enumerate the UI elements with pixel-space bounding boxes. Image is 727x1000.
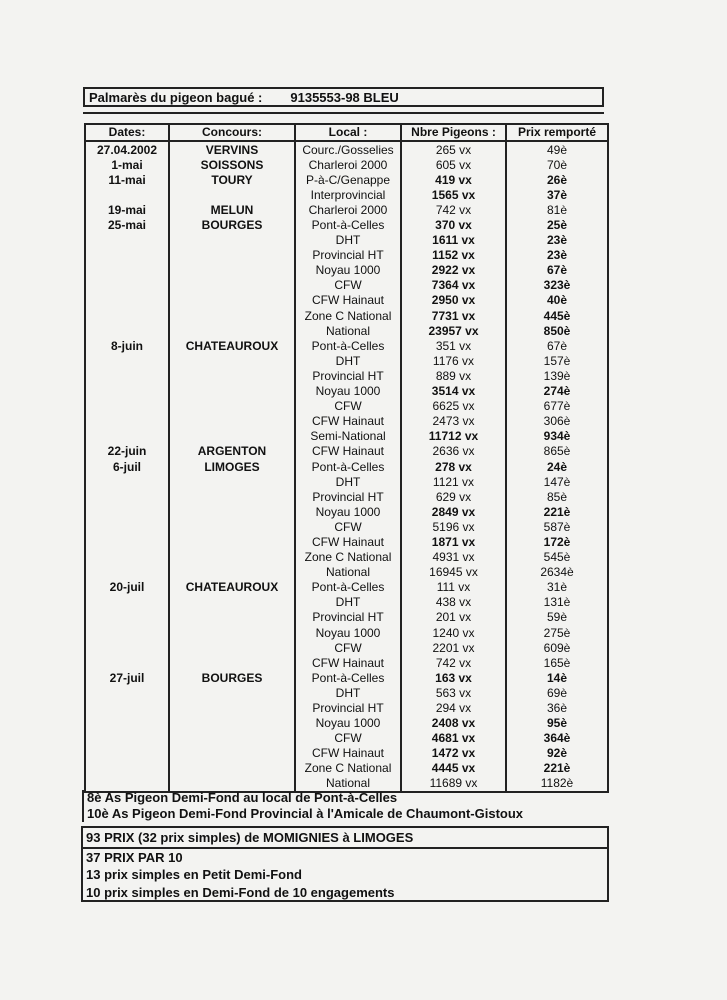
cell-pigeons: 2950 vx [401,293,506,308]
cell-prize: 23è [506,233,608,248]
cell-prize: 865è [506,444,608,459]
cell-contest [169,384,295,399]
title-divider [83,112,604,114]
cell-pigeons: 4445 vx [401,761,506,776]
cell-contest [169,233,295,248]
cell-prize: 70è [506,157,608,172]
cell-date [85,429,169,444]
cell-pigeons: 11712 vx [401,429,506,444]
cell-date [85,248,169,263]
cell-contest [169,716,295,731]
summary-line: 93 PRIX (32 prix simples) de MOMIGNIES à LIMOGES [86,830,414,845]
cell-local: Zone C National [295,761,401,776]
cell-pigeons: 1565 vx [401,187,506,202]
header-prize: Prix remporté [506,124,608,141]
header-local: Local : [295,124,401,141]
cell-date [85,655,169,670]
cell-prize: 25è [506,217,608,232]
table-row [85,157,608,172]
cell-prize: 323è [506,278,608,293]
cell-prize: 49è [506,141,608,157]
cell-local: Interprovincial [295,187,401,202]
cell-pigeons: 201 vx [401,610,506,625]
ring-number: 9135553-98 BLEU [290,90,399,105]
cell-local: CFW Hainaut [295,293,401,308]
cell-local: Zone C National [295,308,401,323]
cell-contest [169,534,295,549]
cell-contest [169,685,295,700]
cell-pigeons: 16945 vx [401,565,506,580]
table-row [85,610,608,625]
cell-contest: MELUN [169,202,295,217]
table-row [85,141,608,157]
table-row [85,625,608,640]
cell-local: National [295,565,401,580]
cell-local: Zone C National [295,550,401,565]
table-row [85,761,608,776]
cell-pigeons: 6625 vx [401,399,506,414]
cell-contest [169,368,295,383]
cell-date [85,595,169,610]
cell-local: CFW [295,519,401,534]
header-contest: Concours: [169,124,295,141]
cell-prize: 306è [506,414,608,429]
cell-pigeons: 1240 vx [401,625,506,640]
cell-pigeons: 742 vx [401,655,506,670]
cell-contest [169,655,295,670]
cell-pigeons: 419 vx [401,172,506,187]
cell-contest [169,323,295,338]
table-row [85,580,608,595]
cell-local: Pont-à-Celles [295,217,401,232]
cell-local: CFW [295,640,401,655]
cell-local: DHT [295,353,401,368]
cell-prize: 85è [506,489,608,504]
cell-date: 27-juil [85,670,169,685]
cell-pigeons: 2849 vx [401,504,506,519]
cell-local: Pont-à-Celles [295,338,401,353]
cell-prize: 36è [506,700,608,715]
cell-local: CFW Hainaut [295,655,401,670]
cell-date [85,293,169,308]
cell-pigeons: 370 vx [401,217,506,232]
cell-local: Pont-à-Celles [295,459,401,474]
cell-prize: 31è [506,580,608,595]
summary-box [81,826,609,902]
cell-prize: 677è [506,399,608,414]
summary-line: 10 prix simples en Demi-Fond de 10 engagements [86,884,395,900]
table-row [85,263,608,278]
cell-date [85,550,169,565]
cell-prize: 26è [506,172,608,187]
cell-prize: 364è [506,731,608,746]
cell-contest: CHATEAUROUX [169,338,295,353]
cell-contest [169,474,295,489]
cell-prize: 172è [506,534,608,549]
cell-prize: 850è [506,323,608,338]
cell-contest [169,414,295,429]
notes [82,790,567,822]
cell-pigeons: 1611 vx [401,233,506,248]
cell-local: Noyau 1000 [295,504,401,519]
table-row [85,399,608,414]
cell-date [85,399,169,414]
cell-pigeons: 1871 vx [401,534,506,549]
cell-local: CFW Hainaut [295,746,401,761]
table-row [85,640,608,655]
table-row [85,731,608,746]
cell-local: Noyau 1000 [295,384,401,399]
summary-line: 13 prix simples en Petit Demi-Fond [86,867,302,883]
cell-prize: 157è [506,353,608,368]
table-row [85,519,608,534]
table-row [85,474,608,489]
cell-pigeons: 11689 vx [401,776,506,792]
table-row [85,248,608,263]
table-row [85,595,608,610]
cell-prize: 131è [506,595,608,610]
cell-pigeons: 1121 vx [401,474,506,489]
cell-date [85,263,169,278]
cell-date [85,504,169,519]
table-row [85,444,608,459]
cell-date [85,308,169,323]
cell-pigeons: 2201 vx [401,640,506,655]
table-row [85,670,608,685]
cell-pigeons: 2473 vx [401,414,506,429]
cell-date [85,474,169,489]
cell-pigeons: 163 vx [401,670,506,685]
cell-local: Noyau 1000 [295,263,401,278]
cell-pigeons: 4681 vx [401,731,506,746]
cell-pigeons: 2408 vx [401,716,506,731]
cell-date: 6-juil [85,459,169,474]
cell-local: DHT [295,233,401,248]
cell-prize: 221è [506,504,608,519]
cell-date [85,640,169,655]
cell-local: Provincial HT [295,700,401,715]
cell-contest [169,248,295,263]
table-row [85,217,608,232]
cell-contest [169,187,295,202]
cell-contest [169,625,295,640]
cell-contest [169,278,295,293]
cell-contest: SOISSONS [169,157,295,172]
cell-pigeons: 1472 vx [401,746,506,761]
cell-prize: 95è [506,716,608,731]
cell-date [85,534,169,549]
cell-local: CFW Hainaut [295,444,401,459]
cell-local: Provincial HT [295,248,401,263]
cell-pigeons: 4931 vx [401,550,506,565]
cell-pigeons: 278 vx [401,459,506,474]
table-row [85,489,608,504]
table-row [85,308,608,323]
cell-contest [169,308,295,323]
cell-prize: 67è [506,338,608,353]
cell-date [85,610,169,625]
table-row [85,565,608,580]
cell-contest [169,595,295,610]
cell-date: 22-juin [85,444,169,459]
table-row [85,655,608,670]
table-row [85,293,608,308]
cell-date [85,368,169,383]
cell-date [85,700,169,715]
cell-pigeons: 2636 vx [401,444,506,459]
cell-prize: 545è [506,550,608,565]
table-row [85,368,608,383]
cell-date: 25-mai [85,217,169,232]
cell-date [85,414,169,429]
table-row [85,504,608,519]
cell-local: Semi-National [295,429,401,444]
cell-contest [169,353,295,368]
cell-contest [169,640,295,655]
table-row [85,685,608,700]
cell-prize: 274è [506,384,608,399]
cell-prize: 587è [506,519,608,534]
cell-pigeons: 294 vx [401,700,506,715]
cell-pigeons: 3514 vx [401,384,506,399]
table-row [85,278,608,293]
cell-local: DHT [295,685,401,700]
cell-local: DHT [295,595,401,610]
cell-date: 8-juin [85,338,169,353]
note-line: 10è As Pigeon Demi-Fond Provincial à l'Amicale de Chaumont-Gistoux [87,806,524,821]
table-row [85,384,608,399]
cell-prize: 40è [506,293,608,308]
table-row [85,716,608,731]
cell-prize: 24è [506,459,608,474]
results-table [84,123,609,793]
cell-contest [169,700,295,715]
pigeon-title [83,87,604,107]
cell-local: Charleroi 2000 [295,202,401,217]
cell-date [85,685,169,700]
cell-contest: ARGENTON [169,444,295,459]
cell-date [85,489,169,504]
cell-contest: BOURGES [169,670,295,685]
cell-date [85,761,169,776]
cell-date [85,384,169,399]
title-label: Palmarès du pigeon bagué : [89,90,263,105]
cell-local: CFW [295,399,401,414]
cell-local: CFW [295,278,401,293]
cell-contest: LIMOGES [169,459,295,474]
cell-pigeons: 605 vx [401,157,506,172]
cell-pigeons: 889 vx [401,368,506,383]
cell-pigeons: 563 vx [401,685,506,700]
cell-contest [169,731,295,746]
table-row [85,172,608,187]
cell-contest [169,489,295,504]
cell-pigeons: 1176 vx [401,353,506,368]
cell-date: 20-juil [85,580,169,595]
cell-prize: 934è [506,429,608,444]
cell-pigeons: 5196 vx [401,519,506,534]
cell-prize: 37è [506,187,608,202]
cell-prize: 14è [506,670,608,685]
cell-prize: 165è [506,655,608,670]
cell-contest [169,550,295,565]
table-row [85,233,608,248]
cell-contest [169,761,295,776]
cell-date: 11-mai [85,172,169,187]
cell-pigeons: 7364 vx [401,278,506,293]
cell-contest [169,263,295,278]
cell-prize: 81è [506,202,608,217]
table-row [85,534,608,549]
cell-date [85,187,169,202]
cell-local: Pont-à-Celles [295,670,401,685]
cell-pigeons: 23957 vx [401,323,506,338]
cell-date [85,625,169,640]
cell-date: 1-mai [85,157,169,172]
note-line: 8è As Pigeon Demi-Fond au local de Pont-à-Celles [87,790,398,805]
cell-date [85,746,169,761]
table-row [85,429,608,444]
cell-date [85,716,169,731]
cell-date [85,353,169,368]
table-row [85,187,608,202]
cell-prize: 445è [506,308,608,323]
cell-date: 27.04.2002 [85,141,169,157]
cell-local: Provincial HT [295,489,401,504]
cell-prize: 67è [506,263,608,278]
cell-contest [169,565,295,580]
cell-contest: VERVINS [169,141,295,157]
cell-local: Pont-à-Celles [295,580,401,595]
cell-contest [169,429,295,444]
table-row [85,550,608,565]
cell-local: Charleroi 2000 [295,157,401,172]
cell-local: Provincial HT [295,368,401,383]
cell-date [85,278,169,293]
cell-local: CFW Hainaut [295,414,401,429]
results-body [85,141,608,792]
cell-date [85,519,169,534]
cell-local: DHT [295,474,401,489]
cell-date: 19-mai [85,202,169,217]
cell-prize: 23è [506,248,608,263]
cell-pigeons: 2922 vx [401,263,506,278]
cell-local: National [295,323,401,338]
cell-contest: TOURY [169,172,295,187]
cell-date [85,731,169,746]
table-row [85,414,608,429]
cell-prize: 69è [506,685,608,700]
cell-local: CFW Hainaut [295,534,401,549]
table-row [85,746,608,761]
cell-local: P-à-C/Genappe [295,172,401,187]
cell-contest: BOURGES [169,217,295,232]
cell-date [85,323,169,338]
cell-contest [169,504,295,519]
cell-local: CFW [295,731,401,746]
cell-local: Courc./Gosselies [295,141,401,157]
cell-contest: CHATEAUROUX [169,580,295,595]
table-row [85,323,608,338]
table-row [85,202,608,217]
cell-prize: 92è [506,746,608,761]
cell-prize: 1182è [506,776,608,792]
cell-prize: 139è [506,368,608,383]
cell-contest [169,399,295,414]
cell-pigeons: 742 vx [401,202,506,217]
summary-line: 37 PRIX PAR 10 [86,849,183,865]
header-dates: Dates: [85,124,169,141]
cell-pigeons: 1152 vx [401,248,506,263]
cell-prize: 221è [506,761,608,776]
header-pigeons: Nbre Pigeons : [401,124,506,141]
cell-pigeons: 265 vx [401,141,506,157]
cell-pigeons: 7731 vx [401,308,506,323]
cell-pigeons: 111 vx [401,580,506,595]
cell-local: Noyau 1000 [295,716,401,731]
cell-prize: 59è [506,610,608,625]
cell-prize: 275è [506,625,608,640]
cell-pigeons: 438 vx [401,595,506,610]
cell-contest [169,610,295,625]
cell-pigeons: 351 vx [401,338,506,353]
cell-local: National [295,776,401,792]
cell-pigeons: 629 vx [401,489,506,504]
table-row [85,459,608,474]
cell-contest [169,293,295,308]
cell-prize: 2634è [506,565,608,580]
cell-local: Noyau 1000 [295,625,401,640]
cell-contest [169,746,295,761]
cell-contest [169,519,295,534]
cell-prize: 147è [506,474,608,489]
cell-prize: 609è [506,640,608,655]
table-row [85,338,608,353]
table-row [85,353,608,368]
cell-date [85,233,169,248]
header-row [85,124,608,141]
table-row [85,700,608,715]
cell-date [85,565,169,580]
cell-local: Provincial HT [295,610,401,625]
